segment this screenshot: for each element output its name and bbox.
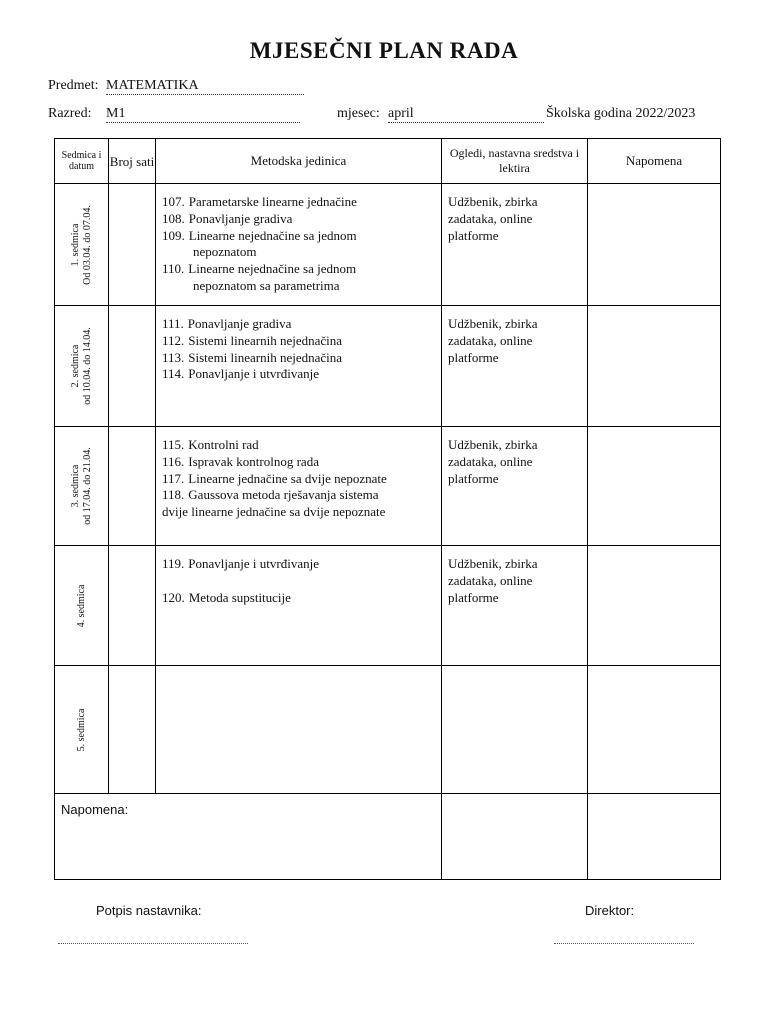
lessons-cell — [156, 306, 442, 427]
week-cell — [55, 546, 109, 666]
week-cell — [55, 666, 109, 794]
table-row — [55, 427, 721, 546]
mjesec-label: mjesec: — [337, 106, 380, 121]
week-cell — [55, 184, 109, 306]
broj-sati-cell — [109, 427, 156, 546]
broj-sati-cell — [109, 306, 156, 427]
materials-cell — [442, 184, 588, 306]
header-napomena: Napomena — [588, 139, 721, 184]
lesson-item: 108. Ponavljanje gradiva — [162, 210, 293, 226]
napomena-text-cell — [55, 794, 442, 880]
materials-line: Udžbenik, zbirka — [448, 194, 538, 209]
lesson-continuation: nepoznatom — [193, 244, 257, 260]
broj-sati-cell — [109, 666, 156, 794]
napomena-cell — [588, 666, 721, 794]
lesson-item: 114. Ponavljanje i utvrđivanje — [162, 366, 319, 382]
table-row — [55, 666, 721, 794]
materials-line: platforme — [448, 227, 499, 243]
materials-line: platforme — [448, 589, 499, 605]
table-header-row — [55, 139, 721, 184]
lesson-item: 116. Ispravak kontrolnog rada — [162, 453, 319, 469]
broj-sati-cell — [109, 546, 156, 666]
predmet-field: MATEMATIKA — [106, 78, 304, 95]
napomena-extra-cell — [588, 794, 721, 880]
materials-line: Udžbenik, zbirka — [448, 556, 538, 571]
week-dates: od 17.04. do 21.04. — [81, 447, 93, 525]
week-cell — [55, 427, 109, 546]
header-ogledi: Ogledi, nastavna sredstva i lektira — [442, 139, 588, 184]
napomena-label: Napomena: — [61, 802, 129, 817]
lesson-item: 117. Linearne jednačine sa dvije nepoznate — [162, 470, 387, 486]
broj-sati-cell — [109, 184, 156, 306]
napomena-extra-cell — [442, 794, 588, 880]
napomena-row — [55, 794, 721, 880]
header-metodska-jedinica: Metodska jedinica — [156, 139, 442, 184]
materials-line: platforme — [448, 470, 499, 486]
lesson-item: 107. Parametarske linearne jednačine — [162, 194, 357, 209]
materials-line: zadataka, online — [448, 572, 533, 588]
header-broj-sati: Broj sati — [109, 139, 156, 184]
materials-line: Udžbenik, zbirka — [448, 316, 538, 331]
table-row — [55, 306, 721, 427]
lesson-item: 115. Kontrolni rad — [162, 437, 259, 452]
lesson-item: 111. Ponavljanje gradiva — [162, 316, 292, 331]
materials-line: zadataka, online — [448, 210, 533, 226]
lesson-item: 110. Linearne nejednačine sa jednom — [162, 261, 357, 277]
week-label: 5. sedmica — [75, 708, 87, 751]
week-label: 3. sedmica — [69, 464, 81, 508]
potpis-nastavnika-label: Potpis nastavnika: — [96, 903, 202, 918]
materials-line: Udžbenik, zbirka — [448, 437, 538, 452]
week-cell — [55, 306, 109, 427]
lesson-item: 119. Ponavljanje i utvrđivanje — [162, 556, 319, 571]
mjesec-field: april — [388, 106, 544, 123]
direktor-label: Direktor: — [585, 903, 635, 918]
lesson-item: 109. Linearne nejednačine sa jednom — [162, 227, 357, 243]
materials-cell — [442, 427, 588, 546]
lesson-item: 118. Gaussova metoda rješavanja sistema — [162, 487, 379, 503]
week-label: 4. sedmica — [75, 584, 87, 627]
week-label: 2. sedmica — [69, 344, 81, 388]
napomena-cell — [588, 427, 721, 546]
plan-table — [54, 138, 721, 880]
materials-cell — [442, 546, 588, 666]
table-row — [55, 184, 721, 306]
predmet-label: Predmet: — [48, 78, 99, 93]
materials-cell — [442, 306, 588, 427]
lessons-cell — [156, 184, 442, 306]
razred-label: Razred: — [48, 106, 92, 121]
lessons-cell — [156, 427, 442, 546]
lesson-continuation: dvije linearne jednačine sa dvije nepoznate — [162, 504, 386, 520]
table-row — [55, 546, 721, 666]
lesson-item: 112. Sistemi linearnih nejednačina — [162, 332, 343, 348]
potpis-nastavnika-line — [58, 942, 248, 944]
lesson-item: 120. Metoda supstitucije — [162, 589, 291, 605]
week-dates: od 10.04. do 14.04. — [81, 327, 93, 405]
lessons-cell — [156, 666, 442, 794]
lessons-cell — [156, 546, 442, 666]
napomena-cell — [588, 546, 721, 666]
week-label: 1. sedmica — [69, 223, 81, 266]
materials-line: zadataka, online — [448, 453, 533, 469]
materials-line: platforme — [448, 349, 499, 365]
materials-cell — [442, 666, 588, 794]
napomena-cell — [588, 184, 721, 306]
razred-field: M1 — [106, 106, 300, 123]
materials-line: zadataka, online — [448, 332, 533, 348]
week-dates: Od 03.04. do 07.04. — [81, 204, 93, 285]
napomena-cell — [588, 306, 721, 427]
page-title: MJESEČNI PLAN RADA — [249, 38, 519, 63]
lesson-continuation: nepoznatom sa parametrima — [193, 277, 340, 293]
skolska-godina: Školska godina 2022/2023 — [546, 106, 696, 121]
direktor-line — [554, 942, 694, 944]
header-sedmica: Sedmica i datum — [55, 139, 109, 184]
lesson-item: 113. Sistemi linearnih nejednačina — [162, 349, 343, 365]
